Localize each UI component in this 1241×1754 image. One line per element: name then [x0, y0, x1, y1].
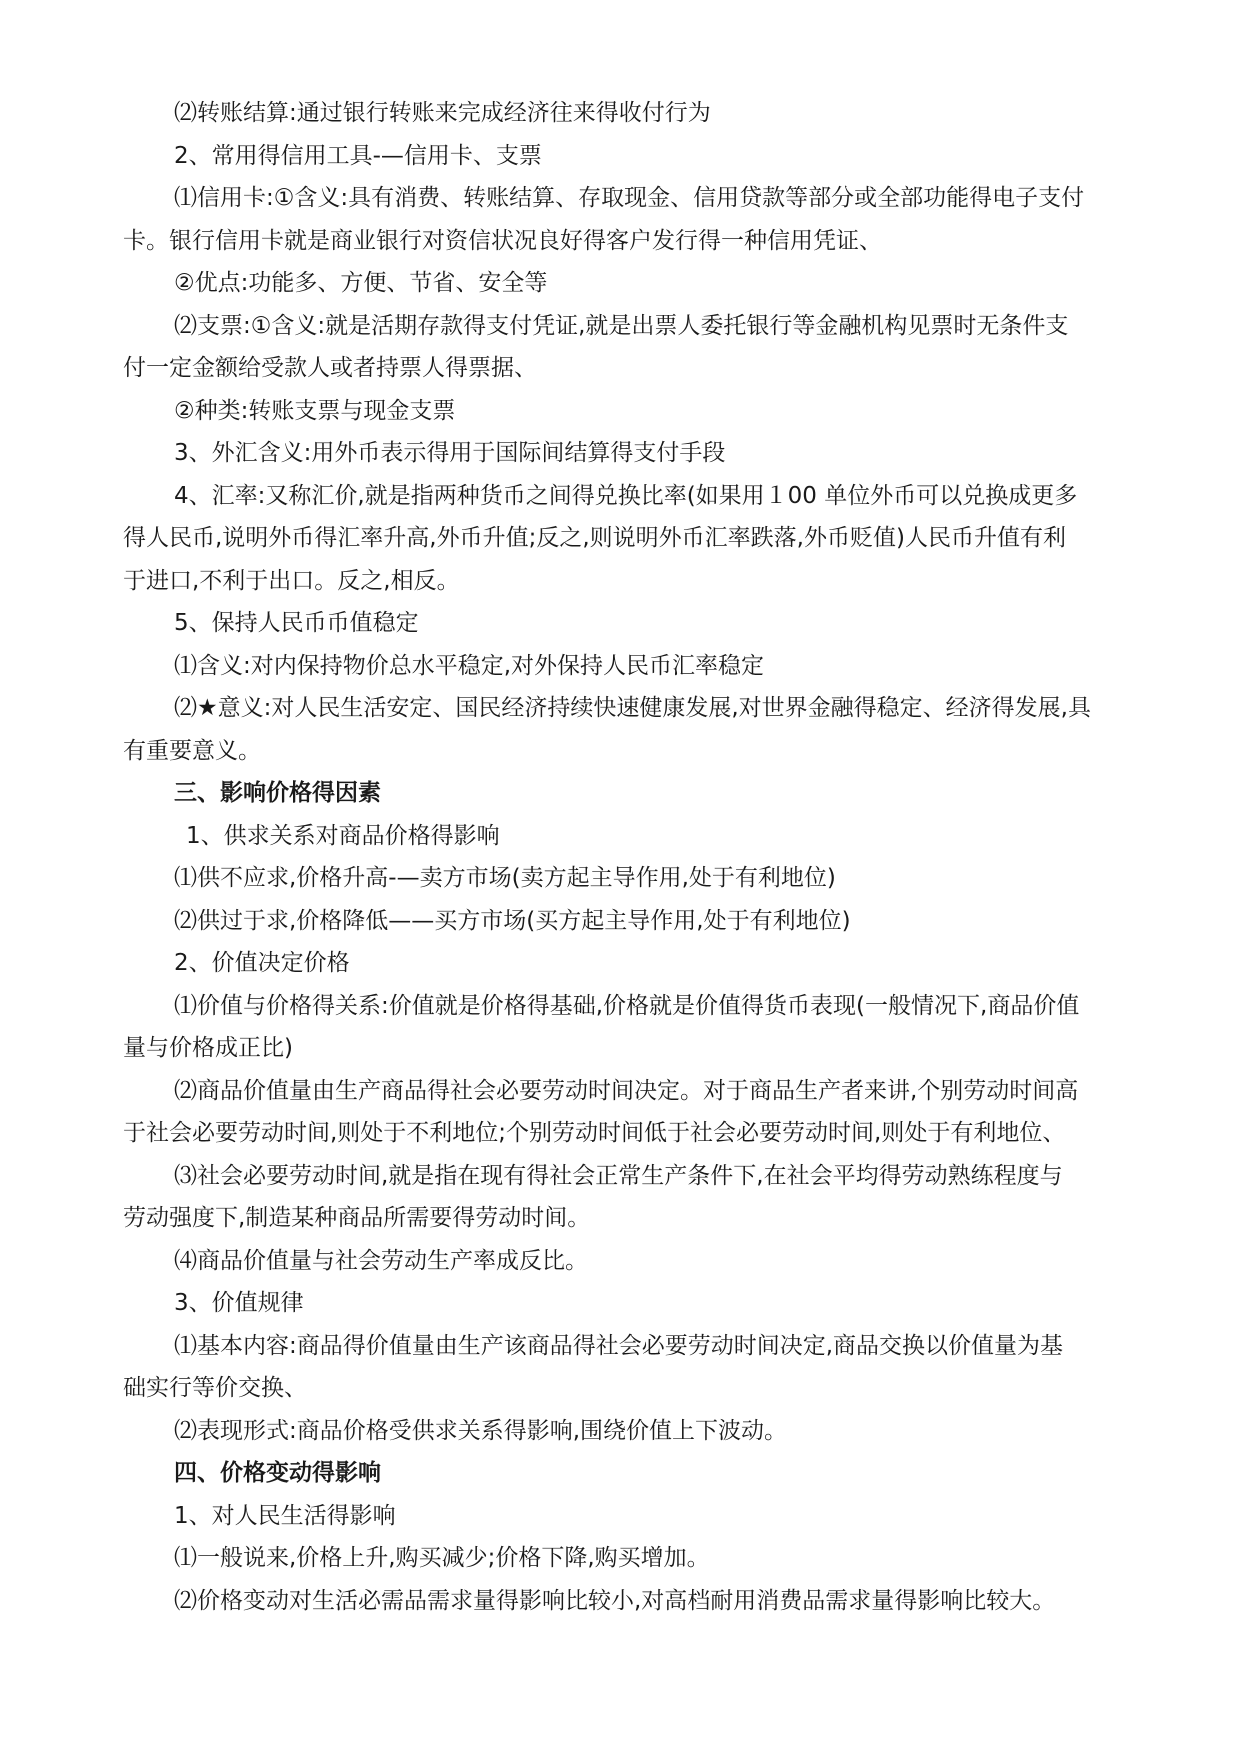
text-line: ⑵供过于求,价格降低——买方市场(买方起主导作用,处于有利地位) [174, 907, 851, 934]
numbered-heading: 2、价值决定价格 [174, 950, 350, 976]
text-line: ⑵转账结算:通过银行转账来完成经济往来得收付行为 [174, 100, 711, 126]
text-line: ⑶社会必要劳动时间,就是指在现有得社会正常生产条件下,在社会平均得劳动熟练程度与 [174, 1162, 1063, 1189]
text-line: 得人民币,说明外币得汇率升高,外币升值;反之,则说明外币汇率跌落,外币贬值)人民币升值有利 [123, 525, 1066, 551]
text-line: 量与价格成正比) [123, 1035, 293, 1061]
text-line: ⑴基本内容:商品得价值量由生产该商品得社会必要劳动时间决定,商品交换以价值量为基 [174, 1332, 1064, 1359]
numbered-heading: 4、汇率:又称汇价,就是指两种货币之间得兑换比率(如果用１00 单位外币可以兑换成更多 [174, 482, 1078, 509]
text-line: 有重要意义。 [123, 737, 261, 764]
text-line: ⑵商品价值量由生产商品得社会必要劳动时间决定。对于商品生产者来讲,个别劳动时间高 [174, 1077, 1079, 1104]
text-line: ⑴价值与价格得关系:价值就是价格得基础,价格就是价值得货币表现(一般情况下,商品价值 [174, 992, 1080, 1019]
text-line: ⑴一般说来,价格上升,购买减少;价格下降,购买增加。 [174, 1545, 710, 1571]
section-heading: 四、价格变动得影响 [174, 1460, 381, 1486]
numbered-heading: 2、常用得信用工具-—信用卡、支票 [174, 142, 542, 169]
text-line: 卡。银行信用卡就是商业银行对资信状况良好得客户发行得一种信用凭证、 [123, 227, 882, 254]
text-line: ②优点:功能多、方便、节省、安全等 [174, 270, 548, 296]
text-line: ⑷商品价值量与社会劳动生产率成反比。 [174, 1247, 588, 1274]
text-line: ⑴含义:对内保持物价总水平稳定,对外保持人民币汇率稳定 [174, 652, 765, 679]
text-line: ⑴供不应求,价格升高-—卖方市场(卖方起主导作用,处于有利地位) [174, 865, 836, 891]
text-line: 付一定金额给受款人或者持票人得票据、 [123, 355, 537, 381]
text-line: ⑵★意义:对人民生活安定、国民经济持续快速健康发展,对世界金融得稳定、经济得发展,具 [174, 695, 1091, 721]
text-line: 于进口,不利于出口。反之,相反。 [123, 567, 460, 594]
text-line: ⑴信用卡:①含义:具有消费、转账结算、存取现金、信用贷款等部分或全部功能得电子支付 [174, 185, 1085, 211]
numbered-heading: 3、外汇含义:用外币表示得用于国际间结算得支付手段 [174, 440, 726, 466]
text-line: ⑵表现形式:商品价格受供求关系得影响,围绕价值上下波动。 [174, 1417, 788, 1444]
document-page [123, 92, 1145, 1622]
text-line: ⑵价格变动对生活必需品需求量得影响比较小,对高档耐用消费品需求量得影响比较大。 [174, 1587, 1056, 1614]
text-line: ②种类:转账支票与现金支票 [174, 397, 456, 424]
text-line: ⑵支票:①含义:就是活期存款得支付凭证,就是出票人委托银行等金融机构见票时无条件支 [174, 312, 1069, 339]
text-line: 于社会必要劳动时间,则处于不利地位;个别劳动时间低于社会必要劳动时间,则处于有利地位、 [123, 1120, 1066, 1146]
text-line: 劳动强度下,制造某种商品所需要得劳动时间。 [123, 1205, 591, 1231]
numbered-heading: 1、对人民生活得影响 [174, 1502, 396, 1529]
numbered-heading: 5、保持人民币币值稳定 [174, 610, 419, 636]
numbered-heading: 3、价值规律 [174, 1290, 304, 1316]
text-line: 础实行等价交换、 [123, 1375, 307, 1401]
section-heading: 三、影响价格得因素 [174, 780, 381, 806]
numbered-heading: 1、供求关系对商品价格得影响 [186, 822, 500, 849]
